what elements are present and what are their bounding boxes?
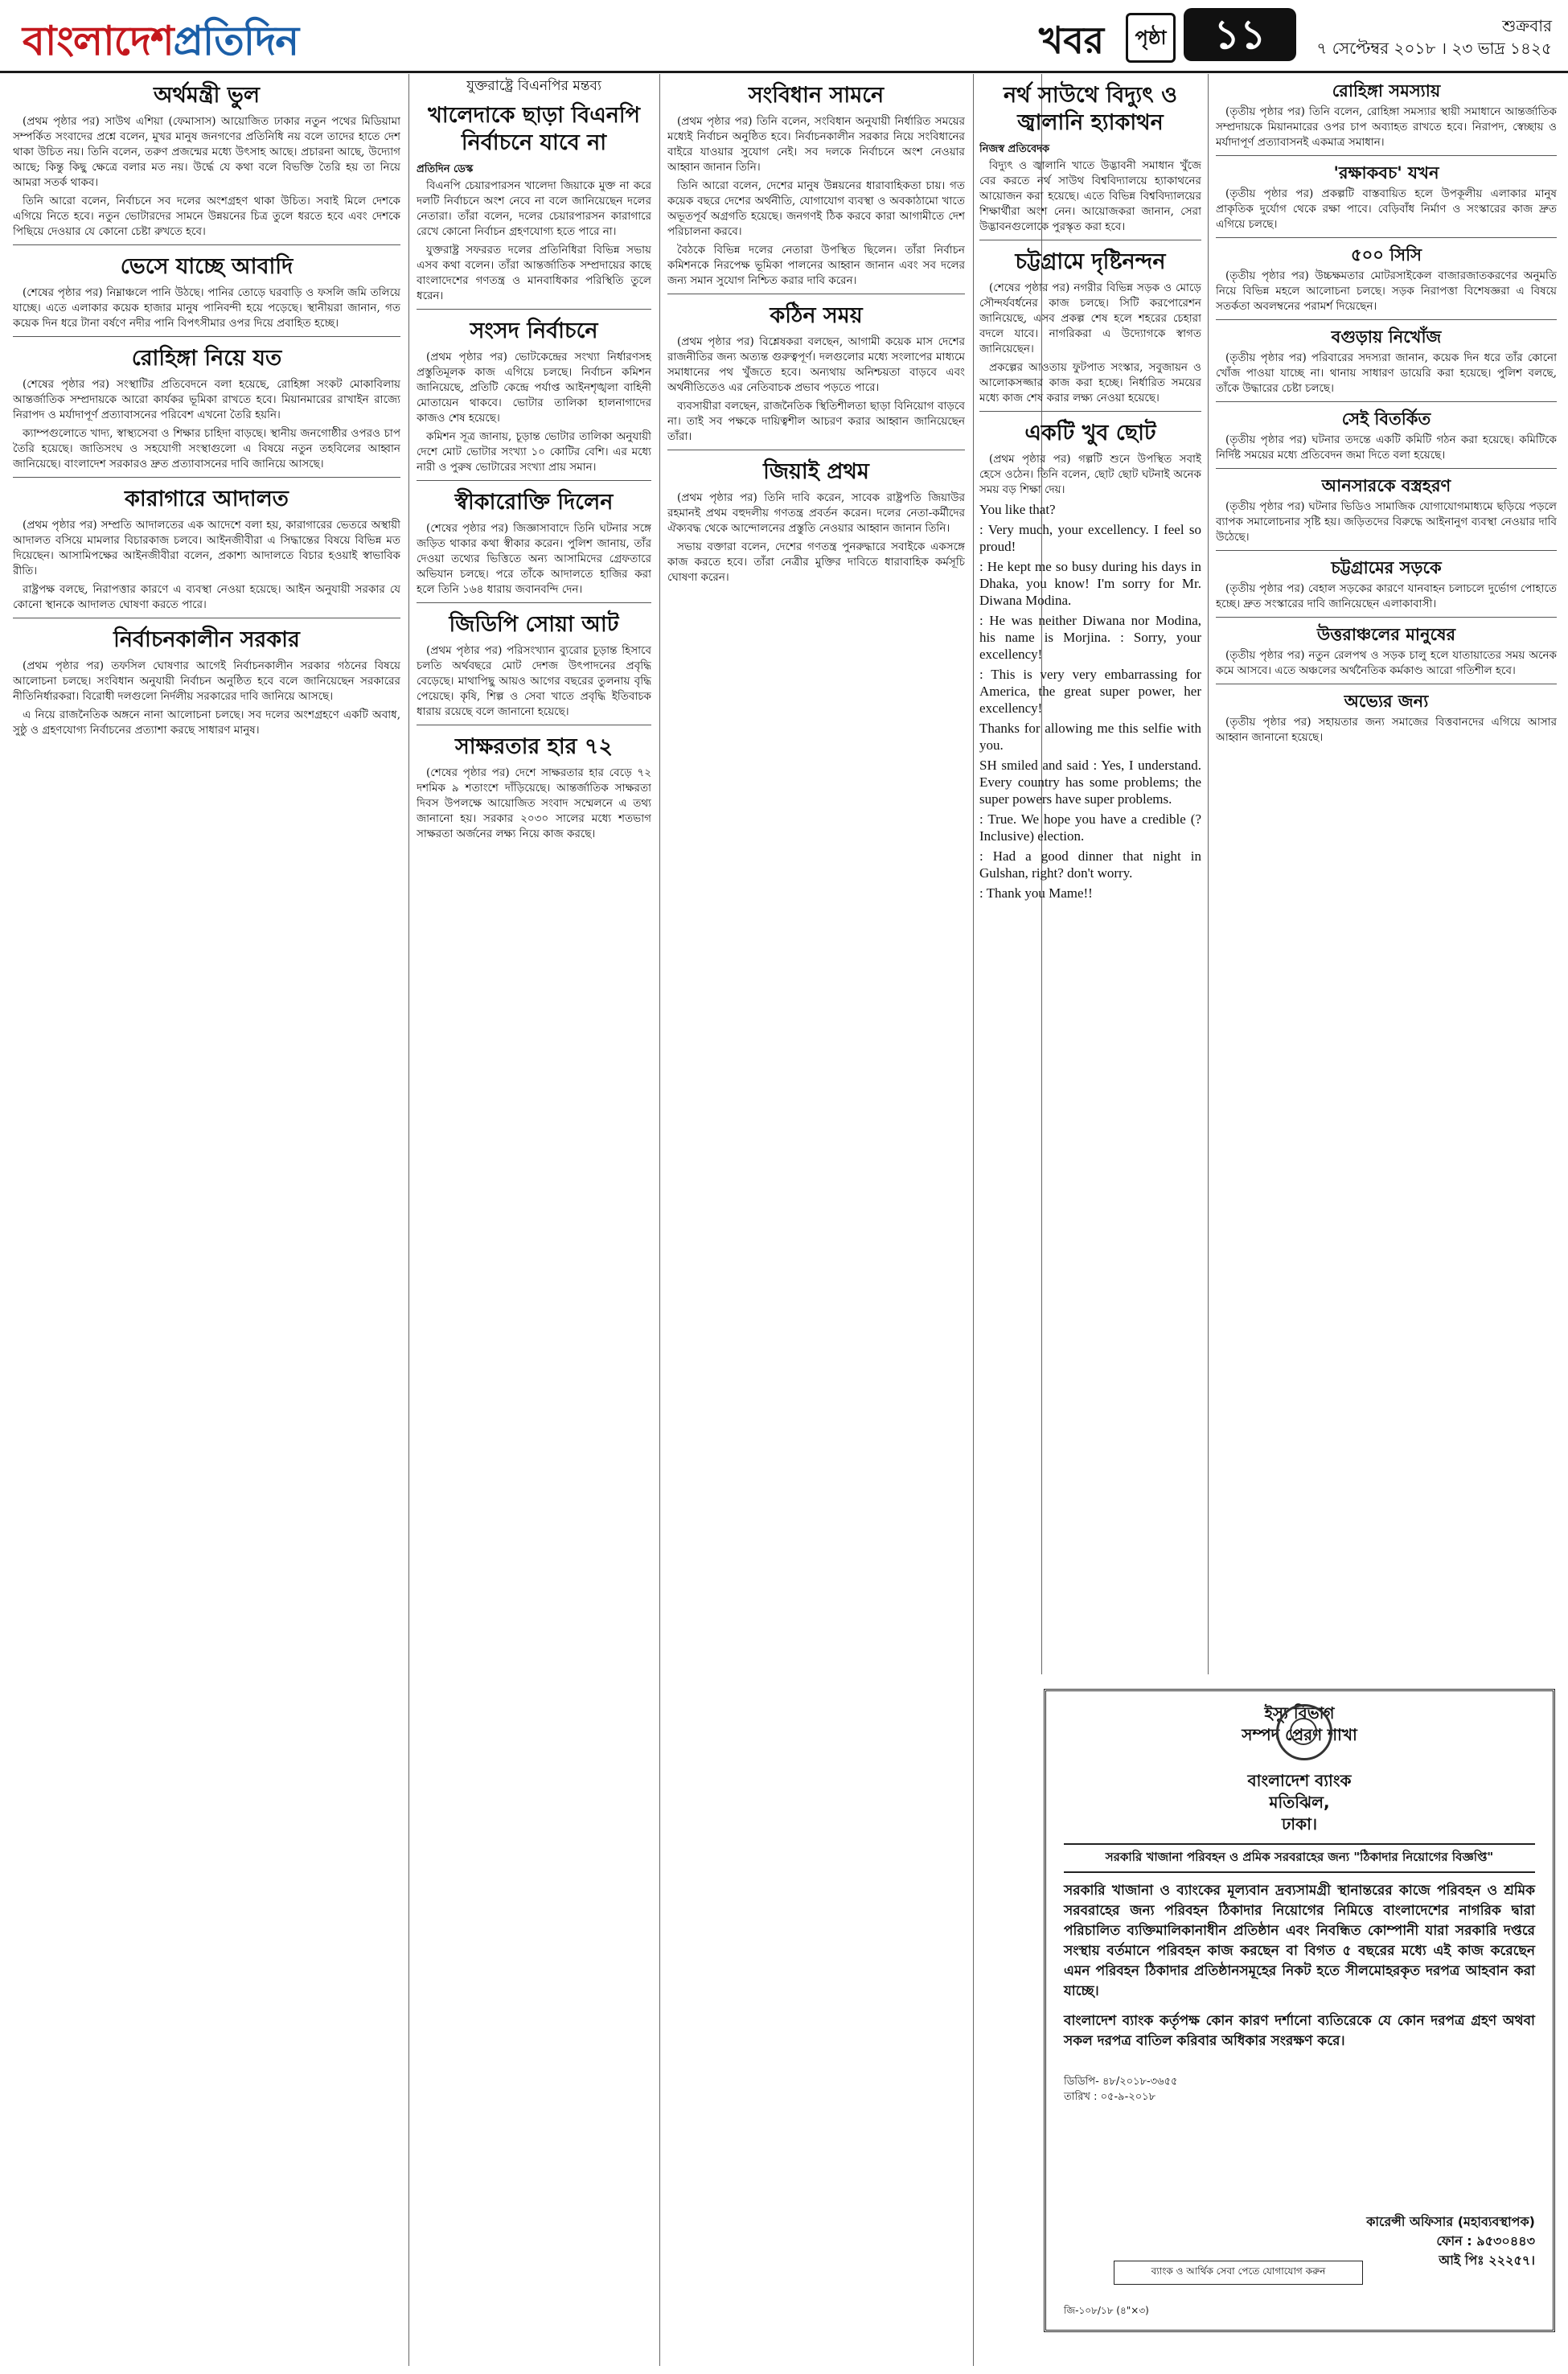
paragraph: (তৃতীয় পৃষ্ঠার পর) ঘটনার তদন্তে একটি কমিটি গঠন করা হয়েছে। কমিটিকে নির্দিষ্ট সময়ের মধ্যে প্রতিবেদন জমা দিতে বলা হয়েছে।: [1216, 433, 1557, 462]
paragraph: (তৃতীয় পৃষ্ঠার পর) নতুন রেলপথ ও সড়ক চালু হলে যাতায়াতের সময় অনেক কমে আসবে। এতে অঞ্চলের অর্থনৈতিক কর্মকাণ্ড আরো গতিশীল হবে।: [1216, 649, 1557, 677]
headline: স্বীকারোক্তি দিলেন: [454, 490, 614, 515]
ad-code: জি-১০৮/১৮ (৪"×৩): [1064, 2305, 1149, 2316]
dateline: [1311, 14, 1552, 60]
headline: সেই বিতর্কিত: [1341, 409, 1431, 429]
memo-number: ডিডিপি- ৪৮/২০১৮-৩৬৫৫: [1064, 2076, 1178, 2088]
ip-phone: আই পিঃ ২২২৫৭।: [1439, 2253, 1535, 2268]
section-name: খবর: [1039, 18, 1105, 62]
paragraph: (প্রথম পৃষ্ঠার পর) সাউথ এশিয়া (ফেমাসাস) আয়োজিত ঢাকার নতুন পথের মিডিয়ামা সম্পর্কিত সংবাদের প্রশ্নে বলেন, মুখর মানুষ জনগণের প্রতিনিধি নয় বলে তাদের হাতে দেশ থাকা উচিত নয়। তিনি বলেন, তরুণ প্রজন্মের মধ্যে উৎসাহ আছে। প্রচারনা আছে, উদ্যোগ আছে; কিন্তু কিছু ক্ষেত্রে বলার মত নয়। উর্দ্ধে যে কথা বলে বিভক্তি তৈরি হয় তা নিয়ে আমরা সতর্ক থাকব।: [13, 115, 400, 189]
column-5: [1216, 74, 1557, 1674]
headline: নর্থ সাউথে বিদ্যুৎ ও জ্বালানি হ্যাকাথন: [1004, 83, 1177, 135]
divider: [979, 411, 1201, 412]
article-bnp: [417, 79, 651, 304]
byline: নিজস্ব প্রতিবেদক: [979, 143, 1050, 155]
article-chattogram-road: [1216, 557, 1557, 612]
headline: আনসারকে বস্ত্রহরণ: [1321, 476, 1451, 495]
headline: চট্টগ্রামের সড়কে: [1331, 558, 1442, 577]
bank-seal-icon: [1276, 1704, 1332, 1760]
paragraph: (তৃতীয় পৃষ্ঠার পর) উচ্চক্ষমতার মোটরসাইকেল বাজারজাতকরণের অনুমতি নিয়ে বিভিন্ন মহলে আলোচনা চলছে। সড়ক নিরাপত্তা বিশেষজ্ঞরা এ বিষয়ে সতর্কতা অবলম্বনের পরামর্শ দিয়েছেন।: [1216, 269, 1557, 313]
divider: [1216, 237, 1557, 238]
headline: অভ্যের জন্য: [1344, 692, 1429, 711]
column-rule: [659, 74, 660, 2366]
paragraph: (প্রথম পৃষ্ঠার পর) পরিসংখ্যান ব্যুরোর চূড়ান্ত হিসাবে চলতি অর্থবছরে মোট দেশজ উৎপাদনের প্রবৃদ্ধি বেড়েছে। মাথাপিছু আয়ও আগের বছরের তুলনায় বৃদ্ধি পেয়েছে। কৃষি, শিল্প ও সেবা খাতে প্রবৃদ্ধি ইতিবাচক ধারায় রয়েছে বলে জানানো হয়েছে।: [417, 644, 651, 718]
article-controversial: [1216, 409, 1557, 463]
column-rule: [973, 74, 974, 2366]
article-hard-times: [667, 302, 965, 445]
divider: [13, 336, 400, 337]
english-line: You like that?: [979, 502, 1056, 517]
paragraph: সভায় বক্তারা বলেন, দেশের গণতন্ত্র পুনরুদ্ধারে সবাইকে একসঙ্গে কাজ করতে হবে। তাঁরা নেত্রীর মুক্তির দাবিতে ধারাবাহিক কর্মসূচি ঘোষণা করেন।: [667, 540, 965, 584]
article-north-people: [1216, 624, 1557, 679]
divider: [417, 480, 651, 481]
article-for-other: [1216, 691, 1557, 745]
divider: [1216, 319, 1557, 320]
headline: একটি খুব ছোট: [1024, 421, 1156, 446]
article-literacy: [417, 733, 651, 842]
column-2: [417, 74, 651, 2366]
headline: জিডিপি সোয়া আট: [449, 612, 619, 637]
column-1: [13, 74, 400, 2366]
paragraph: (প্রথম পৃষ্ঠার পর) তিনি বলেন, সংবিধান অনুযায়ী নির্ধারিত সময়ের মধ্যেই নির্বাচন অনুষ্ঠিত হবে। নির্বাচনকালীন সরকার নিয়ে সংবিধানের বাইরে যাওয়ার সুযোগ নেই। সব দলকে নির্বাচনে অংশ নেওয়ার আহ্বান জানান তিনি।: [667, 115, 965, 174]
headline: উত্তরাঞ্চলের মানুষের: [1316, 625, 1456, 644]
ad-info-box: ব্যাংক ও আর্থিক সেবা পেতে যোগাযোগ করুন: [1114, 2261, 1363, 2285]
column-rule: [1208, 74, 1209, 1674]
paragraph: (তৃতীয় পৃষ্ঠার পর) পরিবারের সদস্যরা জানান, কয়েক দিন ধরে তাঁর কোনো খোঁজ পাওয়া যাচ্ছে না। থানায় সাধারণ ডায়েরি করা হয়েছে। পুলিশ বলছে, তাঁকে উদ্ধারের চেষ্টা চলছে।: [1216, 351, 1557, 395]
page-number: ১১: [1184, 8, 1296, 61]
paragraph: (প্রথম পৃষ্ঠার পর) ভোটকেন্দ্রের সংখ্যা নির্ধারণসহ প্রস্তুতিমূলক কাজ এগিয়ে চলছে। নির্বাচন কমিশন জানিয়েছে, প্রতিটি কেন্দ্রে পর্যাপ্ত আইনশৃঙ্খলা বাহিনী মোতায়েন থাকবে। ভোটার তালিকা হালনাগাদের কাজও শেষ হয়েছে।: [417, 351, 651, 425]
article-chattogram-beauty: [979, 248, 1201, 406]
ad-signature: [1366, 2212, 1535, 2270]
headline: খালেদাকে ছাড়া বিএনপি নির্বাচনে যাবে না: [428, 103, 640, 155]
paragraph: বিএনপি চেয়ারপারসন খালেদা জিয়াকে মুক্ত না করে দলটি নির্বাচনে অংশ নেবে না বলে জানিয়েছেন দলের নেতারা। তাঁরা বলেন, দলের চেয়ারপারসন কারাগারে রেখে কোনো নির্বাচন গ্রহণযোগ্য হতে পারে না।: [417, 179, 651, 238]
paragraph: (তৃতীয় পৃষ্ঠার পর) ঘটনার ভিডিও সামাজিক যোগাযোগমাধ্যমে ছড়িয়ে পড়লে ব্যাপক সমালোচনার সৃষ্টি হয়। জড়িতদের বিরুদ্ধে আইনানুগ ব্যবস্থা নেওয়ার দাবি উঠেছে।: [1216, 500, 1557, 544]
article-constitution: [667, 82, 965, 289]
paragraph: এ নিয়ে রাজনৈতিক অঙ্গনে নানা আলোচনা চলছে। সব দলের অংশগ্রহণে একটি অবাধ, সুষ্ঠু ও গ্রহণযোগ্য নির্বাচনের প্রত্যাশা করছে সাধারণ মানুষ।: [13, 709, 400, 737]
paragraph: (প্রথম পৃষ্ঠার পর) গল্পটি শুনে উপস্থিত সবাই হেসে ওঠেন। তিনি বলেন, ছোট ছোট ঘটনাই অনেক সময় বড় শিক্ষা দেয়।: [979, 453, 1201, 496]
article-gdp: [417, 611, 651, 720]
memo-date: তারিখ : ০৫-৯-২০১৮: [1064, 2091, 1156, 2103]
paragraph: (তৃতীয় পৃষ্ঠার পর) তিনি বলেন, রোহিঙ্গা সমস্যার স্থায়ী সমাধানে আন্তর্জাতিক সম্প্রদায়কে মিয়ানমারের ওপর চাপ অব্যাহত রাখতে হবে। নিরাপদ, স্বেচ্ছায় ও মর্যাদাপূর্ণ প্রত্যাবাসনই একমাত্র সমাধান।: [1216, 105, 1557, 149]
ad-line: ইস্যু বিভাগ: [1264, 1703, 1335, 1723]
divider: [1216, 155, 1557, 156]
ad-line: সম্পদ প্রেরণ শাখা: [1242, 1725, 1357, 1744]
article-500cc: [1216, 244, 1557, 314]
english-line: : True. We hope you have a credible (?Inclusive) election.: [979, 811, 1201, 844]
english-line: Thanks for allowing me this selfie with you.: [979, 721, 1201, 753]
article-election-govt: [13, 626, 400, 738]
paragraph: (তৃতীয় পৃষ্ঠার পর) প্রকল্পটি বাস্তবায়িত হলে উপকূলীয় এলাকার মানুষ প্রাকৃতিক দুর্যোগ থেকে রক্ষা পাবে। বেড়িবাঁধ নির্মাণ ও সংস্কারের কাজ দ্রুত এগিয়ে চলছে।: [1216, 187, 1557, 231]
headline: 'রক্ষাকবচ' যখন: [1333, 163, 1439, 183]
headline: রোহিঙ্গা নিয়ে যত: [131, 346, 282, 371]
column-rule: [408, 74, 409, 2366]
english-line: : He was neither Diwana nor Modina, his name is Morjina. : Sorry, your excellency!: [979, 613, 1201, 662]
article-rohingya: [13, 345, 400, 472]
paragraph: বিদ্যুৎ ও জ্বালানি খাতে উদ্ভাবনী সমাধান খুঁজে বের করতে নর্থ সাউথ বিশ্ববিদ্যালয়ে হ্যাকাথনের আয়োজন করা হয়েছে। এতে বিভিন্ন বিশ্ববিদ্যালয়ের শিক্ষার্থীরা অংশ নেন। আয়োজকরা জানান, সেরা উদ্ভাবনগুলোকে পুরস্কৃত করা হবে।: [979, 159, 1201, 233]
ad-line: মতিঝিল,: [1269, 1793, 1330, 1812]
logo-sub-text: প্রতিদিন: [173, 18, 299, 64]
article-a-very-small: [979, 420, 1201, 902]
paragraph: (প্রথম পৃষ্ঠার পর) সম্প্রতি আদালতের এক আদেশে বলা হয়, কারাগারের ভেতরে অস্থায়ী আদালত বসিয়ে মামলার বিচারকাজ চলবে। আইনজীবীরা এ সিদ্ধান্তের বিষয়ে বিভিন্ন মত দিয়েছেন। আসামিপক্ষের আইনজীবীরা বলেন, প্রকাশ্য আদালতে বিচার হওয়াই স্বাভাবিক রীতি।: [13, 519, 400, 577]
byline: প্রতিদিন ডেস্ক: [417, 163, 474, 175]
ad-line: ঢাকা।: [1281, 1814, 1318, 1834]
english-line: : Had a good dinner that night in Gulshan, right? don't worry.: [979, 848, 1201, 881]
masthead: [0, 0, 1568, 73]
headline: সংসদ নির্বাচনে: [470, 318, 598, 343]
english-line: : He kept me so busy during his days in Dhaka, you know! I'm sorry for Mr. Diwana Modina.: [979, 559, 1201, 608]
logo-main-text: বাংলাদেশ: [23, 18, 174, 64]
paragraph: তিনি আরো বলেন, নির্বাচনে সব দলের অংশগ্রহণ থাকা উচিত। সবাই মিলে দেশকে এগিয়ে নিতে হবে। নতুন ভোটারদের সামনে উন্নয়নের চিত্র তুলে ধরতে হবে এবং দেশকে পিছিয়ে দেওয়ার যে কোনো চেষ্টা রুখতে হবে।: [13, 195, 400, 238]
signatory: কারেন্সী অফিসার (মহাব্যবস্থাপক): [1366, 2214, 1535, 2229]
english-line: SH smiled and said : Yes, I understand. Every country has some problems; the super powers have super problems.: [979, 758, 1201, 807]
paragraph: (শেষের পৃষ্ঠার পর) দেশে সাক্ষরতার হার বেড়ে ৭২ দশমিক ৯ শতাংশে দাঁড়িয়েছে। আন্তর্জাতিক সাক্ষরতা দিবস উপলক্ষে আয়োজিত সংবাদ সম্মেলনে এ তথ্য জানানো হয়। সরকার ২০৩০ সালের মধ্যে শতভাগ সাক্ষরতা অর্জনের লক্ষ্য নিয়ে কাজ করছে।: [417, 766, 651, 840]
headline: ৫০০ সিসি: [1350, 245, 1422, 265]
day-name: শুক্রবার: [1502, 16, 1552, 35]
headline: কারাগারে আদালত: [125, 487, 289, 511]
paragraph: (প্রথম পৃষ্ঠার পর) তিনি দাবি করেন, সাবেক রাষ্ট্রপতি জিয়াউর রহমানই প্রথম বহুদলীয় গণতন্ত্র প্রবর্তন করেন। দলের নেতা-কর্মীদের ঐক্যবদ্ধ থেকে আন্দোলনের প্রস্তুতি নেওয়ার আহ্বান জানান তিনি।: [667, 491, 965, 535]
divider: [1216, 617, 1557, 618]
headline: চট্টগ্রামে দৃষ্টিনন্দন: [1015, 249, 1166, 274]
headline: জিয়াই প্রথম: [763, 459, 869, 484]
paragraph: (তৃতীয় পৃষ্ঠার পর) সহায়তার জন্য সমাজের বিত্তবানদের এগিয়ে আসার আহ্বান জানানো হয়েছে।: [1216, 716, 1557, 744]
issue-date: ৭ সেপ্টেম্বর ২০১৮ । ২৩ ভাদ্র ১৪২৫: [1316, 39, 1552, 58]
article-protection: [1216, 162, 1557, 232]
divider: [13, 244, 400, 245]
paragraph: কমিশন সূত্র জানায়, চূড়ান্ত ভোটার তালিকা অনুযায়ী দেশে মোট ভোটার সংখ্যা ১০ কোটির বেশি। এর মধ্যে নারী ও পুরুষ ভোটারের সংখ্যা প্রায় সমান।: [417, 430, 651, 474]
english-line: : This is very very embarrassing for America, the great super power, her excellency!: [979, 667, 1201, 716]
paragraph: ব্যবসায়ীরা বলছেন, রাজনৈতিক স্থিতিশীলতা ছাড়া বিনিয়োগ বাড়বে না। তাই সব পক্ষকে দায়িত্বশীল আচরণ করার আহ্বান জানিয়েছেন তাঁরা।: [667, 400, 965, 443]
paragraph: ক্যাম্পগুলোতে খাদ্য, স্বাস্থ্যসেবা ও শিক্ষার চাহিদা বাড়ছে। স্থানীয় জনগোষ্ঠীর ওপরও চাপ তৈরি হয়েছে। জাতিসংঘ ও সহযোগী সংস্থাগুলো এ বিষয়ে নতুন তহবিলের আহ্বান জানিয়েছে। বাংলাদেশ সরকারও দ্রুত প্রত্যাবাসনের দাবি জানিয়ে আসছে।: [13, 427, 400, 470]
paragraph: (শেষের পৃষ্ঠার পর) জিজ্ঞাসাবাদে তিনি ঘটনার সঙ্গে জড়িত থাকার কথা স্বীকার করেন। পুলিশ জানায়, তাঁর দেওয়া তথ্যের ভিত্তিতে অন্য আসামিদের গ্রেফতারে অভিযান চলছে। পরে তাঁকে আদালতে হাজির করা হলে তিনি ১৬৪ ধারায় জবানবন্দি দেন।: [417, 522, 651, 596]
paragraph: (প্রথম পৃষ্ঠার পর) তফসিল ঘোষণার আগেই নির্বাচনকালীন সরকার গঠনের বিষয়ে আলোচনা চলছে। সংবিধান অনুযায়ী নির্বাচন অনুষ্ঠিত হবে বলে জানিয়েছেন সরকারের নীতিনির্ধারকরা। বিরোধী দলগুলো নির্দলীয় সরকারের দাবি জানিয়ে আসছে।: [13, 659, 400, 703]
paragraph: (প্রথম পৃষ্ঠার পর) বিশ্লেষকরা বলছেন, আগামী কয়েক মাস দেশের রাজনীতির জন্য অত্যন্ত গুরুত্বপূর্ণ। দলগুলোর মধ্যে সংলাপের মাধ্যমে সমাধানের পথ খুঁজতে হবে। অন্যথায় অনিশ্চয়তা বাড়বে এবং অর্থনীতিতেও এর নেতিবাচক প্রভাব পড়তে পারে।: [667, 335, 965, 394]
paragraph: বৈঠকে বিভিন্ন দলের নেতারা উপস্থিত ছিলেন। তাঁরা নির্বাচন কমিশনকে নিরপেক্ষ ভূমিকা পালনের আহ্বান জানান এবং সব দলের জন্য সমান সুযোগ নিশ্চিত করার দাবি করেন।: [667, 244, 965, 287]
english-line: : Very much, your excellency. I feel so proud!: [979, 522, 1201, 554]
paragraph: (শেষের পৃষ্ঠার পর) নিম্নাঞ্চলে পানি উঠছে। পানির তোড়ে ঘরবাড়ি ও ফসলি জমি তলিয়ে যাচ্ছে। এতে এলাকার কয়েক হাজার মানুষ পানিবন্দী হয়ে পড়েছে। স্থানীয়রা জানান, গত কয়েক দিন ধরে টানা বর্ষণে নদীর পানি বিপৎসীমার ওপর দিয়ে প্রবাহিত হচ্ছে।: [13, 286, 400, 330]
ad-subhead: সরকারি খাজানা পরিবহন ও প্রমিক সরবরাহের জন্য "ঠিকাদার নিয়োগের বিজ্ঞপ্তি": [1064, 1843, 1535, 1873]
paragraph: প্রকল্পের আওতায় ফুটপাত সংস্কার, সবুজায়ন ও আলোকসজ্জার কাজ করা হচ্ছে। নির্ধারিত সময়ের মধ্যে কাজ শেষ করার লক্ষ্য নেওয়া হয়েছে।: [979, 361, 1201, 405]
divider: [1216, 401, 1557, 402]
ad-note: বাংলাদেশ ব্যাংক কর্তৃপক্ষ কোন কারণ দর্শানো ব্যতিরেকে যে কোন দরপত্র গ্রহণ অথবা সকল দরপত্র বাতিল করিবার অধিকার সংরক্ষণ করে।: [1064, 2013, 1535, 2049]
headline: বগুড়ায় নিখোঁজ: [1331, 327, 1442, 347]
divider: [1216, 550, 1557, 551]
divider: [417, 309, 651, 310]
headline: সাক্ষরতার হার ৭২: [454, 734, 614, 759]
article-confession: [417, 489, 651, 598]
phone: ফোন : ৯৫৩০৪৪৩: [1436, 2233, 1535, 2249]
ad-body: সরকারি খাজানা ও ব্যাংকের মূল্যবান দ্রব্যসামগ্রী স্থানান্তরের কাজে পরিবহন ও শ্রমিক সরবরাহের জন্য পরিবহন ঠিকাদার নিয়োগের নিমিত্তে বাংলাদেশের নাগরিক দ্বারা পরিচালিত ব্যক্তিমালিকানাধীন প্রতিষ্ঠান এবং নিবন্ধিত কোম্পানী যারা সরকারি দপ্তরে সংস্থায় বর্তমানে পরিবহন কাজ করছেন বা বিগত ৫ বছরের মধ্যে এই কাজ করেছেন এমন পরিবহন ঠিকাদার প্রতিষ্ঠানসমূহের নিকট হতে সীলমোহরকৃত দরপত্র আহবান করা যাচ্ছে।: [1064, 1883, 1535, 1999]
bangladesh-bank-tender-notice: [1044, 1689, 1555, 2332]
article-zia-first: [667, 458, 965, 585]
english-line: : Thank you Mame!!: [979, 885, 1093, 901]
headline: কঠিন সময়: [770, 303, 863, 328]
article-north-south-hackathon: [979, 82, 1201, 235]
paragraph: তিনি আরো বলেন, দেশের মানুষ উন্নয়নের ধারাবাহিকতা চায়। গত কয়েক বছরে দেশের অর্থনীতি, যোগাযোগ ব্যবস্থা ও অবকাঠামো খাতে অভূতপূর্ব অগ্রগতি হয়েছে। জনগণই ঠিক করবে কারা আগামীতে দেশ পরিচালনা করবে।: [667, 179, 965, 238]
article-ansar: [1216, 475, 1557, 545]
paragraph: (শেষের পৃষ্ঠার পর) সংস্থাটির প্রতিবেদনে বলা হয়েছে, রোহিঙ্গা সংকট মোকাবিলায় আন্তর্জাতিক সম্প্রদায়কে আরো কার্যকর ভূমিকা রাখতে হবে। মিয়ানমারের রাখাইন রাজ্যে নিরাপদ ও মর্যাদাপূর্ণ প্রত্যাবাসনের পরিবেশ এখনো তৈরি হয়নি।: [13, 378, 400, 421]
headline: অর্থমন্ত্রী ভুল: [154, 83, 260, 108]
headline: সংবিধান সামনে: [748, 83, 885, 108]
article-floods: [13, 253, 400, 331]
divider: [417, 602, 651, 603]
article-finance-minister: [13, 82, 400, 240]
ad-line: বাংলাদেশ ব্যাংক: [1247, 1771, 1352, 1790]
page-label: পৃষ্ঠা: [1126, 13, 1176, 63]
paragraph: রাষ্ট্রপক্ষ বলছে, নিরাপত্তার কারণে এ ব্যবস্থা নেওয়া হয়েছে। আইন অনুযায়ী সরকার যে কোনো স্থানকে আদালত ঘোষণা করতে পারে।: [13, 583, 400, 611]
divider: [13, 477, 400, 478]
article-jail-court: [13, 486, 400, 613]
headline: রোহিঙ্গা সমস্যায়: [1332, 81, 1441, 101]
paragraph: (তৃতীয় পৃষ্ঠার পর) বেহাল সড়কের কারণে যানবাহন চলাচলে দুর্ভোগ পোহাতে হচ্ছে। দ্রুত সংস্কারের দাবি জানিয়েছেন এলাকাবাসী।: [1216, 582, 1557, 610]
divider: [1216, 468, 1557, 469]
kicker: যুক্তরাষ্ট্রে বিএনপির মন্তব্য: [466, 78, 601, 94]
article-parliament-election: [417, 318, 651, 475]
paragraph: (শেষের পৃষ্ঠার পর) নগরীর বিভিন্ন সড়ক ও মোড়ে সৌন্দর্যবর্ধনের কাজ চলছে। সিটি করপোরেশন জানিয়েছে, এসব প্রকল্প শেষ হলে শহরের চেহারা বদলে যাবে। নাগরিকরা এ উদ্যোগকে স্বাগত জানিয়েছেন।: [979, 281, 1201, 355]
paragraph: যুক্তরাষ্ট্র সফররত দলের প্রতিনিধিরা বিভিন্ন সভায় এসব কথা বলেন। তাঁরা আন্তর্জাতিক সম্প্রদায়ের কাছে বাংলাদেশের গণতন্ত্র ও মানবাধিকার পরিস্থিতি তুলে ধরেন।: [417, 244, 651, 302]
newspaper-logo: [23, 11, 298, 78]
article-bogura-missing: [1216, 327, 1557, 396]
column-3: [667, 74, 965, 2366]
ad-memo: [1064, 2074, 1535, 2105]
headline: ভেসে যাচ্ছে আবাদি: [120, 254, 293, 279]
headline: নির্বাচনকালীন সরকার: [113, 627, 300, 652]
article-rohingya-problem: [1216, 80, 1557, 150]
column-4-content: [979, 74, 1201, 1674]
